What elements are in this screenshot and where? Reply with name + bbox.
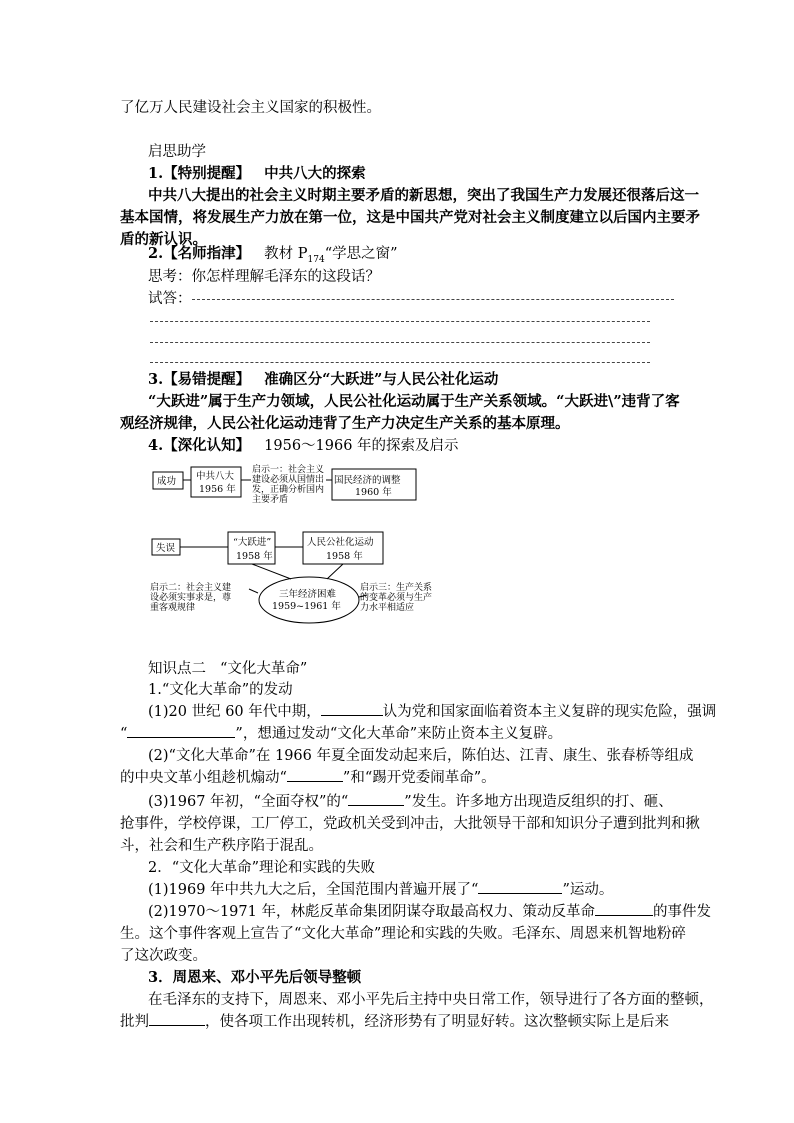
kunnan-ellipse [259,577,359,623]
answer-line[interactable] [150,321,650,322]
gongshe-title: 人民公社化运动 [307,537,374,548]
item3-label: 3.【易错提醒】 [148,371,251,388]
item2-page-number: 174 [307,254,325,265]
item1-title: 中共八大的探索 [264,165,366,182]
answer-line[interactable] [150,342,650,343]
item4-heading [148,435,459,457]
s2-title: 2．“文化大革命”理论和实践的失败 [148,860,376,876]
kunnan-years: 1959~1961 年 [272,601,341,612]
text-segment: (1)1969 年中共九大之后，全国范围内普遍开展了“ [148,882,479,898]
s1-line: 抢事件，学校停课，工厂停工，党政机关受到冲击，大批领导干部和知识分子遭到批判和揪 [120,816,700,832]
item4-title: 1956～1966 年的探索及启示 [264,438,459,454]
text-segment: ”，想通过发动“文化大革命”来防止资本主义复辟。 [235,726,563,742]
s2-line [148,879,613,901]
item4-label: 4.【深化认知】 [148,437,251,454]
s2-line: 了这次政变。 [120,948,207,964]
s2-line: 生。这个事件客观上宣告了“文化大革命”理论和实践的失败。毛泽东、周恩来机智地粉碎 [120,926,686,942]
text-segment: 的中央文革小组趁机煽动“ [120,770,287,786]
text-segment: 批判 [120,1014,149,1030]
s3-line [120,1011,669,1033]
s3-title: 3．周恩来、邓小平先后领导整顿 [148,969,362,986]
text-segment: ”发生。许多地方出现造反组织的打、砸、 [404,794,673,810]
s1-line: (2)“文化大革命”在 1966 年夏全面发动起来后，陈伯达、江青、康生、张春桥等组成 [148,748,694,764]
answer-line[interactable] [192,299,674,300]
qishi3-line: 力水平相适应 [360,603,415,613]
qishi1-line: 发，正确分析国内 [252,485,325,495]
fill-blank[interactable] [478,879,562,894]
answer-line[interactable] [150,362,650,363]
item2-think-question: 思考：你怎样理解毛泽东的这段话？ [148,269,380,285]
failure-label: 失误 [156,543,176,554]
item1-paragraph-line: 中共八大提出的社会主义时期主要矛盾的新思想，突出了我国生产力发展还很落后这一 [148,187,699,204]
qishi1-line: 建设必须从国情出 [252,475,325,485]
s1-line: 斗，社会和生产秩序陷于混乱。 [120,838,323,854]
item2-label: 2.【名师指津】 [148,245,251,262]
dayuejin-title: “大跃进” [233,537,272,548]
text-segment: ”和“踢开党委闹革命”。 [342,770,496,786]
s1-line [148,701,716,723]
text-segment: (3)1967 年初，“全面夺权”的“ [148,794,349,810]
s3-line: 在毛泽东的支持下，周恩来、邓小平先后主持中央日常工作，领导进行了各方面的整顿， [148,992,714,1008]
fill-blank[interactable] [595,901,653,916]
s1-title: 1.“文化大革命”的发动 [148,682,293,698]
item3-paragraph-line: 观经济规律，人民公社化运动违背了生产力决定生产关系的基本原理。 [120,415,570,432]
fill-blank[interactable] [287,767,343,782]
continued-text-line: 了亿万人民建设社会主义国家的积极性。 [120,100,381,116]
exploration-diagram [148,463,448,633]
item2-title-post: “学思之窗” [324,246,398,262]
qishi1-line: 启示一：社会主义 [252,465,325,475]
item2-title-pre: 教材 P [264,246,308,262]
bada-title: 中共八大 [196,471,235,482]
text-segment: 的事件发 [652,904,711,920]
kunnan-title: 三年经济困难 [279,589,337,600]
bada-year: 1956 年 [199,484,236,495]
text-segment: ，使各项工作出现转机，经济形势有了明显好转。这次整顿实际上是后来 [205,1014,669,1030]
s2-line [148,901,711,923]
item3-heading [148,369,498,391]
kp2-heading-title: “文化大革命” [220,661,308,677]
item1-heading [148,163,366,185]
qishi2-line: 设必须实事求是，尊 [150,593,232,603]
text-segment: “ [120,726,128,742]
item1-paragraph-line: 盾的新认识。 [120,231,207,248]
qishi2-line: 重客观规律 [150,603,196,613]
qishi1-line: 主要矛盾 [252,495,289,505]
fill-blank[interactable] [127,723,235,738]
gongshe-year: 1958 年 [326,551,363,562]
text-segment: ”运动。 [562,882,614,898]
fill-blank[interactable] [321,701,383,716]
tiaozheng-year: 1960 年 [355,487,392,498]
qishi2-line: 启示二：社会主义建 [150,583,232,593]
qishi3-line: 的变革必须与生产 [360,593,433,603]
item3-title: 准确区分“大跃进”与人民公社化运动 [264,371,499,388]
item2-answer-label: 试答： [148,291,192,307]
item1-label: 1.【特别提醒】 [148,165,251,182]
s1-line [120,767,496,789]
section-heading-qisi: 启思助学 [148,144,206,160]
item3-paragraph-line: “大跃进”属于生产力领域，人民公社化运动属于生产关系领域。“大跃进\”违背了客 [148,393,680,410]
s1-line [148,791,673,813]
s1-line [120,723,562,745]
fill-blank[interactable] [348,791,404,806]
text-segment: (1)20 世纪 60 年代中期， [148,704,321,720]
kp2-heading [148,658,307,680]
qishi3-line: 启示三：生产关系 [360,583,433,593]
tiaozheng-title: 国民经济的调整 [334,475,401,486]
fill-blank[interactable] [149,1011,205,1026]
success-label: 成功 [157,476,177,487]
dayuejin-year: 1958 年 [236,551,273,562]
item1-paragraph-line: 基本国情，将发展生产力放在第一位，这是中国共产党对社会主义制度建立以后国内主要矛 [120,209,700,226]
text-segment: (2)1970～1971 年，林彪反革命集团阴谋夺取最高权力、策动反革命 [148,904,595,920]
text-segment: 认为党和国家面临着资本主义复辟的现实危险，强调 [382,704,717,720]
kp2-heading-label: 知识点二 [148,661,206,677]
